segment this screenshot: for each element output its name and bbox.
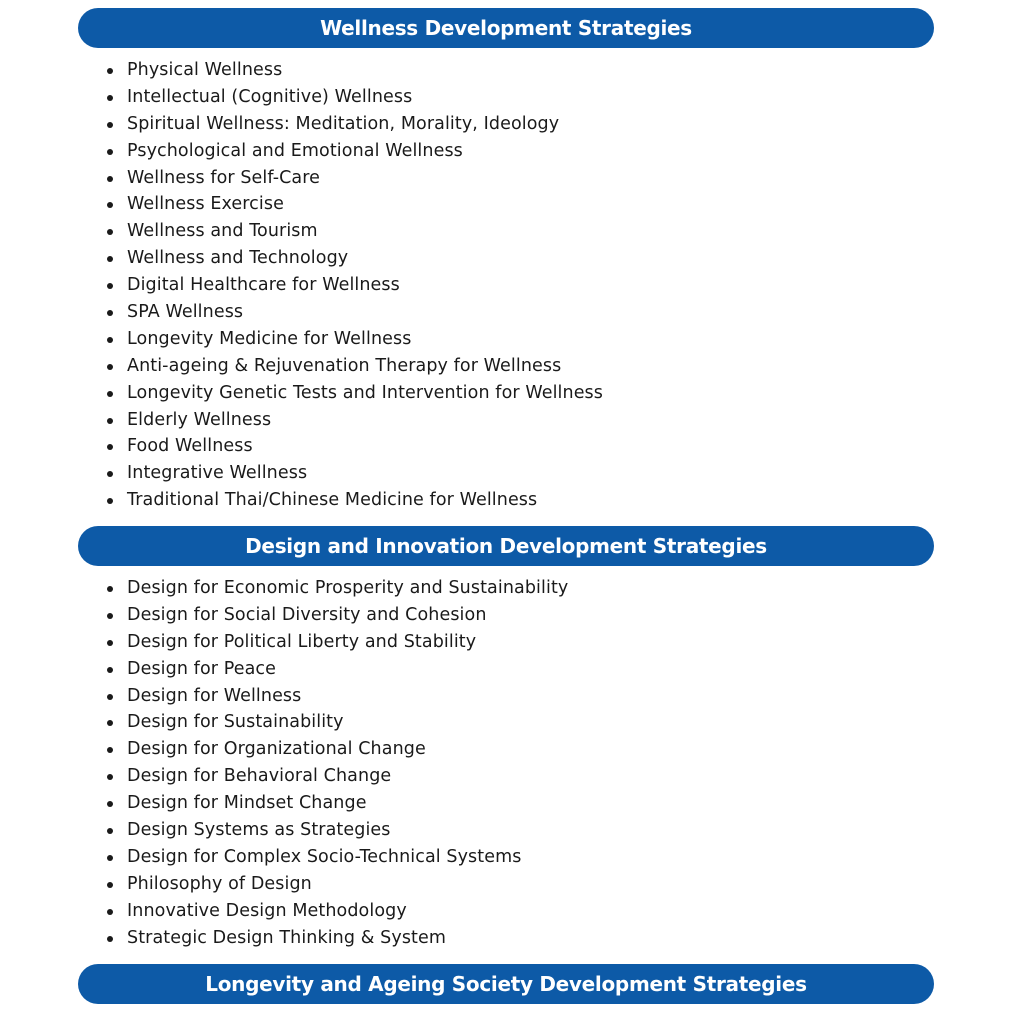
bullet-icon <box>107 471 113 477</box>
bullet-icon <box>107 95 113 101</box>
list-item <box>107 84 603 111</box>
list-item <box>107 709 568 736</box>
list-item-text: Design for Political Liberty and Stability <box>127 631 477 652</box>
bullet-icon <box>107 667 113 673</box>
list-item-text: Wellness for Self-Care <box>127 167 321 188</box>
list-item <box>107 925 568 952</box>
list-item-text: Spiritual Wellness: Meditation, Morality, Ideology <box>127 113 560 134</box>
list-item-text: Design for Social Diversity and Cohesion <box>127 604 487 625</box>
bullet-icon <box>107 613 113 619</box>
list-item <box>107 57 603 84</box>
list-item <box>107 218 603 245</box>
bullet-icon <box>107 364 113 370</box>
list-item-text: SPA Wellness <box>127 302 244 323</box>
list-item <box>107 245 603 272</box>
list-item-text: Design for Organizational Change <box>127 739 426 760</box>
list-item-text: Anti-ageing & Rejuvenation Therapy for Wellness <box>127 355 562 376</box>
bullet-icon <box>107 176 113 182</box>
list-item <box>107 602 568 629</box>
list-item-text: Design for Sustainability <box>127 712 344 733</box>
list-item-text: Strategic Design Thinking & System <box>127 927 447 948</box>
section-header-wellness: Wellness Development Strategies <box>78 8 934 48</box>
list-item-text: Elderly Wellness <box>127 409 272 430</box>
list-item <box>107 817 568 844</box>
list-item <box>107 487 603 514</box>
list-item <box>107 460 603 487</box>
list-item-text: Design for Economic Prosperity and Sustainability <box>127 578 569 598</box>
list-item-text: Design for Behavioral Change <box>127 766 392 787</box>
bullet-icon <box>107 391 113 397</box>
list-item-text: Longevity Genetic Tests and Intervention for Wellness <box>127 382 603 403</box>
bullet-icon <box>107 68 113 74</box>
design-strategy-list <box>107 575 568 951</box>
bullet-icon <box>107 337 113 343</box>
list-item-text: Traditional Thai/Chinese Medicine for Wellness <box>127 490 538 511</box>
list-item-text: Wellness and Technology <box>127 248 349 269</box>
bullet-icon <box>107 909 113 915</box>
list-item-text: Design for Wellness <box>127 685 302 706</box>
list-item <box>107 763 568 790</box>
list-item-text: Digital Healthcare for Wellness <box>127 275 400 296</box>
bullet-icon <box>107 310 113 316</box>
bullet-icon <box>107 283 113 289</box>
bullet-icon <box>107 801 113 807</box>
section-header-design-innovation: Design and Innovation Development Strategies <box>78 526 934 566</box>
bullet-icon <box>107 774 113 780</box>
list-item-text: Integrative Wellness <box>127 463 308 484</box>
list-item <box>107 575 568 602</box>
list-item <box>107 191 603 218</box>
wellness-strategy-list <box>107 57 603 514</box>
bullet-icon <box>107 586 113 592</box>
list-item-text: Design Systems as Strategies <box>127 820 391 841</box>
list-item <box>107 629 568 656</box>
list-item-text: Wellness Exercise <box>127 194 284 215</box>
bullet-icon <box>107 936 113 942</box>
bullet-icon <box>107 444 113 450</box>
list-item-text: Psychological and Emotional Wellness <box>127 140 463 161</box>
list-item-text: Design for Complex Socio-Technical Systems <box>127 846 522 867</box>
list-item <box>107 844 568 871</box>
bullet-icon <box>107 256 113 262</box>
list-item <box>107 433 603 460</box>
list-item-text: Innovative Design Methodology <box>127 900 407 921</box>
list-item-text: Intellectual (Cognitive) Wellness <box>127 86 413 107</box>
bullet-icon <box>107 855 113 861</box>
list-item-text: Design for Peace <box>127 658 277 679</box>
list-item <box>107 407 603 434</box>
list-item <box>107 326 603 353</box>
bullet-icon <box>107 882 113 888</box>
list-item-text: Longevity Medicine for Wellness <box>127 328 412 349</box>
list-item-text: Food Wellness <box>127 436 253 457</box>
bullet-icon <box>107 694 113 700</box>
list-item <box>107 790 568 817</box>
bullet-icon <box>107 149 113 155</box>
bullet-icon <box>107 720 113 726</box>
bullet-icon <box>107 122 113 128</box>
bullet-icon <box>107 229 113 235</box>
bullet-icon <box>107 640 113 646</box>
list-item-text: Philosophy of Design <box>127 873 312 894</box>
bullet-icon <box>107 418 113 424</box>
bullet-icon <box>107 828 113 834</box>
list-item <box>107 138 603 165</box>
list-item <box>107 898 568 925</box>
bullet-icon <box>107 498 113 504</box>
section-header-longevity-ageing: Longevity and Ageing Society Development Strategies <box>78 964 934 1004</box>
list-item-text: Physical Wellness <box>127 60 283 80</box>
list-item-text: Wellness and Tourism <box>127 221 318 242</box>
list-item <box>107 353 603 380</box>
list-item <box>107 683 568 710</box>
list-item-text: Design for Mindset Change <box>127 793 367 814</box>
list-item <box>107 871 568 898</box>
bullet-icon <box>107 202 113 208</box>
list-item <box>107 165 603 192</box>
list-item <box>107 736 568 763</box>
list-item <box>107 380 603 407</box>
list-item <box>107 299 603 326</box>
list-item <box>107 111 603 138</box>
bullet-icon <box>107 747 113 753</box>
list-item <box>107 656 568 683</box>
list-item <box>107 272 603 299</box>
